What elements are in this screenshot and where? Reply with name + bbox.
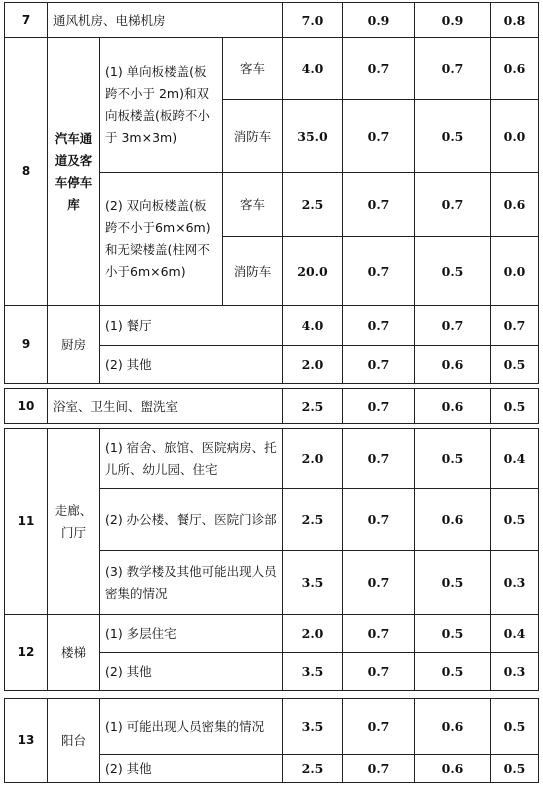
item-number: 10	[5, 389, 48, 424]
value-cell: 0.4	[491, 429, 539, 489]
item-number: 11	[5, 429, 48, 615]
value-cell: 0.6	[491, 173, 539, 237]
item-number: 7	[5, 3, 48, 38]
value-cell: 0.5	[491, 755, 539, 783]
value-cell: 0.7	[343, 173, 415, 237]
subcategory-cell: (3) 教学楼及其他可能出现人员密集的情况	[100, 551, 283, 615]
live-load-table	[4, 2, 539, 691]
value-cell: 0.7	[343, 429, 415, 489]
value-cell: 0.5	[415, 237, 491, 306]
subcategory-cell: (1) 多层住宅	[100, 615, 283, 653]
value-cell: 0.5	[415, 653, 491, 691]
value-cell: 0.7	[343, 100, 415, 173]
value-cell: 4.0	[283, 38, 343, 100]
subcategory-cell: (1) 餐厅	[100, 306, 283, 346]
live-load-table-continued	[4, 698, 539, 783]
vehicle-cell: 消防车	[223, 100, 283, 173]
table-row	[5, 306, 539, 346]
category-cell: 阳台	[48, 699, 100, 783]
table-row	[5, 429, 539, 489]
value-cell: 2.0	[283, 615, 343, 653]
table-row	[5, 615, 539, 653]
value-cell: 0.7	[343, 615, 415, 653]
item-number: 13	[5, 699, 48, 783]
value-cell: 0.6	[415, 699, 491, 755]
table-row	[5, 3, 539, 38]
table-row	[5, 38, 539, 100]
value-cell: 0.7	[343, 237, 415, 306]
subcategory-cell: (2) 其他	[100, 346, 283, 384]
value-cell: 0.5	[491, 389, 539, 424]
value-cell: 0.7	[491, 306, 539, 346]
value-cell: 0.6	[415, 489, 491, 551]
category-cell: 通风机房、电梯机房	[48, 3, 283, 38]
value-cell: 0.5	[491, 489, 539, 551]
subcategory-cell: (1) 宿舍、旅馆、医院病房、托儿所、幼儿园、住宅	[100, 429, 283, 489]
value-cell: 0.0	[491, 100, 539, 173]
item-number: 8	[5, 38, 48, 306]
value-cell: 0.3	[491, 653, 539, 691]
value-cell: 0.7	[343, 38, 415, 100]
category-cell: 汽车通道及客车停车库	[48, 38, 100, 306]
category-cell: 浴室、卫生间、盥洗室	[48, 389, 283, 424]
value-cell: 2.5	[283, 755, 343, 783]
subcategory-cell: (2) 办公楼、餐厅、医院门诊部	[100, 489, 283, 551]
value-cell: 0.0	[491, 237, 539, 306]
value-cell: 0.4	[491, 615, 539, 653]
value-cell: 0.7	[343, 306, 415, 346]
value-cell: 0.6	[415, 755, 491, 783]
value-cell: 0.5	[415, 551, 491, 615]
value-cell: 0.5	[415, 615, 491, 653]
value-cell: 2.0	[283, 429, 343, 489]
value-cell: 0.6	[491, 38, 539, 100]
value-cell: 2.5	[283, 389, 343, 424]
value-cell: 0.7	[343, 489, 415, 551]
subcategory-cell: (2) 双向板楼盖(板跨不小于6m×6m)和无梁楼盖(柱网不小于6m×6m)	[100, 173, 223, 306]
value-cell: 2.0	[283, 346, 343, 384]
value-cell: 0.7	[343, 755, 415, 783]
value-cell: 7.0	[283, 3, 343, 38]
vehicle-cell: 客车	[223, 38, 283, 100]
value-cell: 0.5	[415, 100, 491, 173]
value-cell: 0.3	[491, 551, 539, 615]
value-cell: 0.6	[415, 389, 491, 424]
value-cell: 2.5	[283, 489, 343, 551]
value-cell: 0.9	[343, 3, 415, 38]
subcategory-cell: (2) 其他	[100, 653, 283, 691]
value-cell: 0.7	[343, 653, 415, 691]
vehicle-cell: 消防车	[223, 237, 283, 306]
value-cell: 3.5	[283, 653, 343, 691]
value-cell: 0.5	[415, 429, 491, 489]
value-cell: 35.0	[283, 100, 343, 173]
value-cell: 0.6	[415, 346, 491, 384]
value-cell: 0.7	[415, 38, 491, 100]
value-cell: 0.7	[343, 346, 415, 384]
category-cell: 厨房	[48, 306, 100, 384]
value-cell: 3.5	[283, 551, 343, 615]
table-row	[5, 389, 539, 424]
value-cell: 0.8	[491, 3, 539, 38]
value-cell: 0.7	[343, 699, 415, 755]
subcategory-cell: (1) 单向板楼盖(板跨不小于 2m)和双向板楼盖(板跨不小于 3m×3m)	[100, 38, 223, 173]
subcategory-cell: (2) 其他	[100, 755, 283, 783]
value-cell: 3.5	[283, 699, 343, 755]
value-cell: 0.5	[491, 699, 539, 755]
table-row	[5, 699, 539, 755]
value-cell: 2.5	[283, 173, 343, 237]
value-cell: 20.0	[283, 237, 343, 306]
value-cell: 0.9	[415, 3, 491, 38]
value-cell: 0.7	[343, 551, 415, 615]
value-cell: 0.7	[343, 389, 415, 424]
item-number: 9	[5, 306, 48, 384]
subcategory-cell: (1) 可能出现人员密集的情况	[100, 699, 283, 755]
load-table-frame	[4, 2, 539, 783]
value-cell: 0.5	[491, 346, 539, 384]
value-cell: 0.7	[415, 173, 491, 237]
item-number: 12	[5, 615, 48, 691]
category-cell: 走廊、门厅	[48, 429, 100, 615]
value-cell: 0.7	[415, 306, 491, 346]
category-cell: 楼梯	[48, 615, 100, 691]
value-cell: 4.0	[283, 306, 343, 346]
vehicle-cell: 客车	[223, 173, 283, 237]
